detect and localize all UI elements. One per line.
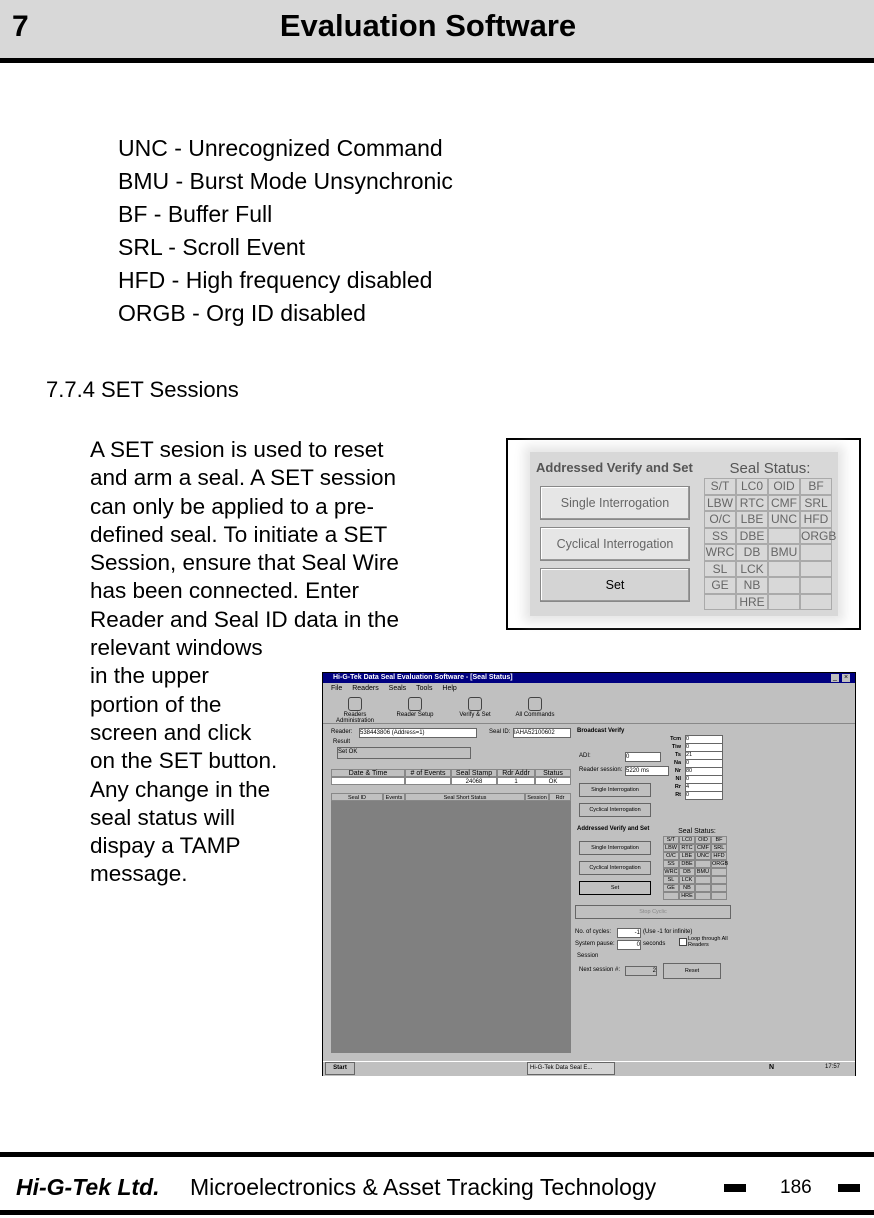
taskbar-app[interactable]: Hi-G-Tek Data Seal E... bbox=[527, 1062, 615, 1075]
header-rule bbox=[0, 58, 874, 63]
code-item: ORGB - Org ID disabled bbox=[118, 300, 366, 326]
status-cell: SRL bbox=[711, 844, 727, 852]
param-value[interactable]: 0 bbox=[685, 759, 723, 768]
seal-status-grid bbox=[663, 836, 727, 900]
list-header: Rdr bbox=[549, 793, 571, 801]
status-cell bbox=[711, 876, 727, 884]
pause-label: System pause: bbox=[575, 941, 615, 947]
status-code-list bbox=[118, 132, 453, 330]
param-label: Na bbox=[673, 760, 681, 766]
status-cell bbox=[695, 884, 711, 892]
close-icon[interactable]: × bbox=[843, 674, 849, 681]
param-label: Rt bbox=[675, 792, 681, 798]
next-session-field: 2 bbox=[625, 966, 657, 976]
list-header: Events bbox=[383, 793, 405, 801]
seal-status-grid bbox=[704, 478, 837, 610]
param-value[interactable]: 0 bbox=[685, 775, 723, 784]
status-cell: RTC bbox=[736, 495, 768, 512]
status-cell bbox=[695, 892, 711, 900]
status-cell: DB bbox=[679, 868, 695, 876]
footer-company: Hi-G-Tek Ltd. bbox=[16, 1174, 160, 1200]
status-cell: LC0 bbox=[736, 478, 768, 495]
footer-rule bbox=[0, 1152, 874, 1157]
loop-checkbox[interactable] bbox=[679, 938, 687, 946]
menu-file[interactable]: File bbox=[331, 685, 343, 692]
addressed-cyclical-button[interactable]: Cyclical Interrogation bbox=[579, 861, 651, 875]
param-value[interactable]: 0 bbox=[685, 791, 723, 800]
addressed-single-button[interactable]: Single Interrogation bbox=[579, 841, 651, 855]
result-field: Set OK bbox=[337, 747, 471, 759]
status-cell bbox=[768, 577, 800, 594]
table-cell bbox=[405, 777, 451, 785]
adi-label: ADI: bbox=[579, 753, 591, 759]
result-label: Result bbox=[333, 739, 351, 745]
footer-bar bbox=[838, 1184, 860, 1192]
menu-bar bbox=[323, 683, 855, 695]
menu-readers[interactable]: Readers bbox=[352, 685, 379, 692]
status-cell bbox=[695, 860, 711, 868]
status-cell: LBW bbox=[663, 844, 679, 852]
seal-icon bbox=[468, 697, 482, 711]
paragraph-line: can only be applied to a pre- bbox=[90, 493, 374, 519]
status-cell: GE bbox=[663, 884, 679, 892]
table-header: Date & Time bbox=[331, 769, 405, 777]
session-group-label: Session bbox=[577, 953, 599, 959]
paragraph-line: message. bbox=[90, 861, 188, 887]
param-label: Tiw bbox=[671, 744, 681, 750]
status-cell: SL bbox=[663, 876, 679, 884]
reader-label: Reader: bbox=[331, 729, 353, 735]
status-cell: BMU bbox=[768, 544, 800, 561]
paragraph-line: on the SET button. bbox=[90, 748, 278, 774]
status-cell bbox=[704, 594, 736, 611]
footer-bar bbox=[724, 1184, 746, 1192]
status-cell: HFD bbox=[800, 511, 832, 528]
stop-cyclic-button[interactable]: Stop Cyclic bbox=[575, 905, 731, 919]
status-cell: CMF bbox=[695, 844, 711, 852]
status-cell: GE bbox=[704, 577, 736, 594]
param-value[interactable]: 0 bbox=[685, 735, 723, 744]
status-cell bbox=[695, 876, 711, 884]
minimize-icon[interactable]: _ bbox=[831, 674, 839, 682]
status-cell: LBE bbox=[736, 511, 768, 528]
table-header: Rdr Addr bbox=[497, 769, 535, 777]
status-cell: O/C bbox=[663, 852, 679, 860]
toolbar-verify-set[interactable]: Verify & Set bbox=[445, 695, 505, 723]
param-label: NI bbox=[675, 776, 681, 782]
menu-seals[interactable]: Seals bbox=[388, 685, 407, 692]
list-header: Session bbox=[525, 793, 549, 801]
addressed-title: Addressed Verify and Set bbox=[577, 826, 650, 832]
status-cell: WRC bbox=[664, 869, 678, 875]
param-value[interactable]: 80 bbox=[685, 767, 723, 776]
addressed-set-button[interactable]: Set bbox=[579, 881, 651, 895]
status-cell: CMF bbox=[768, 495, 800, 512]
status-cell bbox=[663, 892, 679, 900]
satellite-icon bbox=[408, 697, 422, 711]
status-cell: S/T bbox=[704, 478, 736, 495]
status-cell bbox=[800, 544, 832, 561]
status-cell: LC0 bbox=[679, 836, 695, 844]
broadcast-verify-title: Broadcast Verify bbox=[577, 728, 625, 734]
status-cell: LCK bbox=[736, 561, 768, 578]
code-item: BF - Buffer Full bbox=[118, 201, 273, 227]
table-header: Seal Stamp bbox=[451, 769, 497, 777]
pause-input[interactable]: 0 bbox=[617, 940, 641, 950]
status-cell bbox=[768, 528, 800, 545]
broadcast-cyclical-button[interactable]: Cyclical Interrogation bbox=[579, 803, 651, 817]
footer-rule bbox=[0, 1210, 874, 1215]
status-cell: BF bbox=[800, 478, 832, 495]
paragraph-line: Reader and Seal ID data in the bbox=[90, 606, 399, 632]
paragraph-line: Session, ensure that Seal Wire bbox=[90, 550, 399, 576]
cyclical-interrogation-button[interactable]: Cyclical Interrogation bbox=[540, 527, 690, 561]
chapter-number: 7 bbox=[12, 10, 29, 43]
cycles-hint: (Use -1 for infinite) bbox=[643, 929, 693, 935]
paragraph-line: defined seal. To initiate a SET bbox=[90, 521, 388, 547]
cycles-label: No. of cycles: bbox=[575, 929, 612, 935]
param-value[interactable]: 4 bbox=[685, 783, 723, 792]
paragraph-line: A SET sesion is used to reset bbox=[90, 437, 384, 462]
seal-status-title: Seal Status: bbox=[729, 460, 811, 477]
chapter-title: Evaluation Software bbox=[279, 8, 577, 43]
status-cell: DBE bbox=[736, 528, 768, 545]
table-header: # of Events bbox=[405, 769, 451, 777]
status-cell: WRC bbox=[705, 545, 735, 559]
page-number: 186 bbox=[780, 1177, 812, 1198]
status-cell: HFD bbox=[711, 852, 727, 860]
status-cell bbox=[711, 892, 727, 900]
seal-list[interactable] bbox=[331, 793, 571, 1053]
reader-session-label: Reader session: bbox=[579, 767, 623, 773]
section-heading: 7.7.4 SET Sessions bbox=[46, 377, 239, 402]
cycles-input[interactable]: -1 bbox=[617, 928, 641, 938]
status-cell: LBE bbox=[679, 852, 695, 860]
status-cell: BF bbox=[711, 836, 727, 844]
reader-session-input[interactable]: 5220 ms bbox=[625, 766, 669, 776]
satellite-icon bbox=[348, 697, 362, 711]
status-cell: ORGB bbox=[801, 528, 837, 543]
paragraph-line: has been connected. Enter bbox=[90, 578, 359, 604]
table-cell bbox=[331, 777, 405, 785]
code-item: BMU - Burst Mode Unsynchronic bbox=[118, 168, 453, 194]
panel-background bbox=[530, 452, 838, 616]
param-label: Nr bbox=[674, 768, 681, 774]
status-cell: S/T bbox=[663, 836, 679, 844]
paragraph-line: screen and click bbox=[90, 719, 252, 745]
satellite-icon bbox=[528, 697, 542, 711]
reader-select[interactable]: 538443806 (Address=1) bbox=[359, 728, 477, 738]
paragraph-line: in the upper bbox=[90, 663, 209, 689]
status-cell: O/C bbox=[704, 511, 736, 528]
paragraph-line: seal status will bbox=[90, 804, 236, 830]
status-cell: SS bbox=[704, 528, 736, 545]
toolbar-reader-setup[interactable]: Reader Setup bbox=[385, 695, 445, 723]
loop-label: Loop through All Readers bbox=[688, 936, 728, 948]
paragraph-line: Any change in the bbox=[90, 776, 271, 802]
table-cell: 24068 bbox=[451, 777, 497, 785]
status-cell: UNC bbox=[768, 511, 800, 528]
toolbar bbox=[323, 695, 855, 724]
status-cell: HRE bbox=[679, 892, 695, 900]
status-cell: RTC bbox=[679, 844, 695, 852]
list-header: Seal ID bbox=[331, 793, 383, 801]
param-label: Ts bbox=[674, 752, 681, 758]
status-cell: BMU bbox=[696, 869, 710, 875]
code-item: UNC - Unrecognized Command bbox=[118, 135, 443, 161]
group-title: Addressed Verify and Set bbox=[536, 460, 693, 475]
param-label: Tcm bbox=[670, 736, 681, 742]
param-value[interactable]: 0 bbox=[685, 743, 723, 752]
status-cell: SRL bbox=[800, 495, 832, 512]
reset-button[interactable]: Reset bbox=[663, 963, 721, 979]
pause-unit: seconds bbox=[643, 941, 666, 947]
status-cell: SS bbox=[663, 860, 679, 868]
status-cell bbox=[768, 561, 800, 578]
single-interrogation-button[interactable]: Single Interrogation bbox=[540, 486, 690, 520]
status-cell: UNC bbox=[695, 852, 711, 860]
seal-id-label: Seal ID: bbox=[489, 729, 511, 735]
status-cell: HRE bbox=[736, 594, 768, 611]
status-cell: NB bbox=[736, 577, 768, 594]
status-cell bbox=[800, 594, 832, 611]
screenshot-addressed-verify bbox=[506, 438, 861, 630]
toolbar-readers-admin[interactable]: Readers Administration bbox=[325, 695, 385, 723]
footer-tagline: Microelectronics & Asset Tracking Technology bbox=[190, 1174, 657, 1200]
param-value[interactable]: 21 bbox=[685, 751, 723, 760]
set-button[interactable]: Set bbox=[540, 568, 690, 602]
status-cell: DB bbox=[736, 544, 768, 561]
screenshot-application-window bbox=[322, 672, 856, 1076]
status-cell: DBE bbox=[679, 860, 695, 868]
table-header: Status bbox=[535, 769, 571, 777]
status-cell bbox=[711, 868, 727, 876]
status-cell bbox=[800, 561, 832, 578]
toolbar-all-commands[interactable]: All Commands bbox=[505, 695, 565, 723]
code-item: HFD - High frequency disabled bbox=[118, 267, 433, 293]
seal-id-input[interactable]: IAHA52100602 bbox=[513, 728, 571, 738]
next-session-label: Next session #: bbox=[579, 967, 621, 973]
menu-tools[interactable]: Tools bbox=[416, 685, 433, 692]
adi-input[interactable]: 0 bbox=[625, 752, 661, 762]
status-cell: OID bbox=[768, 478, 800, 495]
tray-clock: 17:57 bbox=[825, 1064, 841, 1070]
paragraph-line: portion of the bbox=[90, 691, 222, 717]
status-cell: LBW bbox=[704, 495, 736, 512]
paragraph-line: dispay a TAMP bbox=[90, 833, 241, 859]
param-label: Rr bbox=[674, 784, 681, 790]
seal-status-title: Seal Status: bbox=[678, 828, 716, 835]
events-table bbox=[331, 769, 571, 785]
code-item: SRL - Scroll Event bbox=[118, 234, 306, 260]
timing-parameters bbox=[667, 735, 727, 803]
start-button[interactable]: Start bbox=[325, 1062, 355, 1075]
paragraph-line: and arm a seal. A SET session bbox=[90, 465, 397, 491]
table-cell: OK bbox=[535, 777, 571, 785]
list-header: Seal Short Status bbox=[405, 793, 525, 801]
status-cell bbox=[711, 884, 727, 892]
status-cell: ORGB bbox=[712, 861, 729, 867]
paragraph-line: relevant windows bbox=[90, 635, 263, 661]
status-cell: SL bbox=[704, 561, 736, 578]
status-cell: OID bbox=[695, 836, 711, 844]
table-cell: 1 bbox=[497, 777, 535, 785]
broadcast-single-button[interactable]: Single Interrogation bbox=[579, 783, 651, 797]
list-body bbox=[331, 801, 571, 1053]
tray-n: N bbox=[769, 1064, 775, 1071]
status-cell bbox=[800, 577, 832, 594]
status-cell: NB bbox=[679, 884, 695, 892]
status-cell bbox=[768, 594, 800, 611]
menu-help[interactable]: Help bbox=[442, 685, 457, 692]
status-cell: LCK bbox=[679, 876, 695, 884]
window-title: Hi-G-Tek Data Seal Evaluation Software - [Seal Status] bbox=[333, 674, 513, 681]
